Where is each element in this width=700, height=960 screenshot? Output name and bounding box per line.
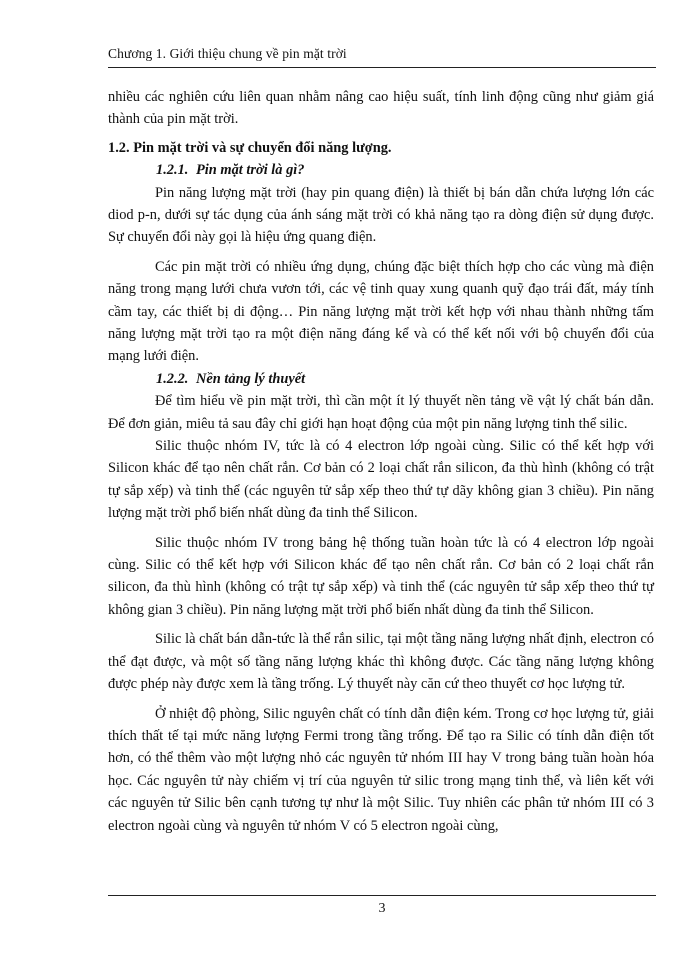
subsection-heading-1-2-2 — [156, 368, 654, 390]
paragraph: Silic là chất bán dẫn-tức là thể rắn silic, tại một tầng năng lượng nhất định, electron có thể đạt được, và một số tầng năng lượng khác thì không được. Các tầng năng lượng không được phép này được xem là tầng trống. Lý thuyết này căn cứ theo thuyết cơ học lượng tử. — [108, 631, 654, 693]
paragraph: Ở nhiệt độ phòng, Silic nguyên chất có tính dẫn điện kém. Trong cơ học lượng tử, giải thích thất tế tại mức năng lượng Fermi trong tầng trống. Để tạo ra Silic có tính dẫn điện tốt hơn, có thể thêm vào một lượng nhỏ các nguyên tử nhóm III hay V trong bảng tuần hoàn hóa học. Các nguyên tử này chiếm vị trí của nguyên tử silic trong mạng tinh thể, và liên kết với các nguyên tử Silic bên cạnh tương tự như là một Silic. Tuy nhiên các phân tử nhóm III có 3 electron ngoài cùng và nguyên tử nhóm V có 5 electron ngoài cùng, — [108, 705, 654, 834]
subsection-title: Pin mặt trời là gì? — [196, 162, 305, 179]
subsection-title: Nền tảng lý thuyết — [196, 370, 306, 387]
subsection-number: 1.2.2. — [156, 370, 189, 387]
subsection-number: 1.2.1. — [156, 162, 189, 179]
section-title: Pin mặt trời và sự chuyển đổi năng lượng. — [133, 139, 392, 156]
section-heading-1-2 — [108, 137, 654, 159]
section-number: 1.2. — [108, 139, 130, 156]
paragraph-intro: nhiều các nghiên cứu liên quan nhằm nâng cao hiệu suất, tính linh động cũng như giảm giá thành của pin mặt trời. — [108, 89, 654, 128]
running-title: Chương 1. Giới thiệu chung về pin mặt trời — [108, 46, 347, 61]
paragraph: Để tìm hiểu về pin mặt trời, thì cần một ít lý thuyết nền tảng về vật lý chất bán dẫn. Để đơn giản, miêu tả sau đây chỉ giới hạn hoạt động của một pin năng lượng tinh thể silic. — [108, 393, 654, 432]
page-header — [108, 45, 656, 68]
paragraph: Silic thuộc nhóm IV trong bảng hệ thống tuần hoàn tức là có 4 electron lớp ngoài cùng. Silic có thể kết hợp với Silicon khác để tạo nên chất rắn. Cơ bản có 2 loại chất rắn silicon, đa thù hình (không có trật tự sắp xếp) và tinh thể (các nguyên tử sắp xếp theo thứ tự không gian 3 chiều). Pin năng lượng mặt trời phổ biến nhất dùng đa tinh thể Silicon. — [108, 534, 654, 618]
paragraph: Silic thuộc nhóm IV, tức là có 4 electron lớp ngoài cùng. Silic có thể kết hợp với Silicon khác để tạo nên chất rắn. Cơ bản có 2 loại chất rắn silicon, đa thù hình (không có trật tự sắp xếp) và tinh thể (các nguyên tử sắp xếp theo thứ tự dãy không gian 3 chiều). Pin năng lượng mặt trời phổ biến nhất dùng đa tinh thể Silicon. — [108, 438, 654, 522]
paragraph: Các pin mặt trời có nhiều ứng dụng, chúng đặc biệt thích hợp cho các vùng mà điện năng trong mạng lưới chưa vươn tới, các vệ tinh quay xung quanh quỹ đạo trái đất, máy tính cầm tay, các thiết bị di động… Pin năng lượng mặt trời kết hợp với nhau thành những tấm năng lượng mặt trời tạo ra một điện năng đáng kể và có thể kết nối với bộ chuyển đổi của mạng lưới điện. — [108, 258, 654, 365]
paragraph: Pin năng lượng mặt trời (hay pin quang điện) là thiết bị bán dẫn chứa lượng lớn các diod p-n, dưới sự tác dụng của ánh sáng mặt trời có khả năng tạo ra dòng điện sử dụng được. Sự chuyển đổi này gọi là hiệu ứng quang điện. — [108, 184, 654, 246]
document-body — [108, 86, 654, 837]
footer-rule — [108, 895, 656, 896]
page-number: 3 — [378, 901, 386, 916]
subsection-heading-1-2-1 — [156, 159, 654, 181]
